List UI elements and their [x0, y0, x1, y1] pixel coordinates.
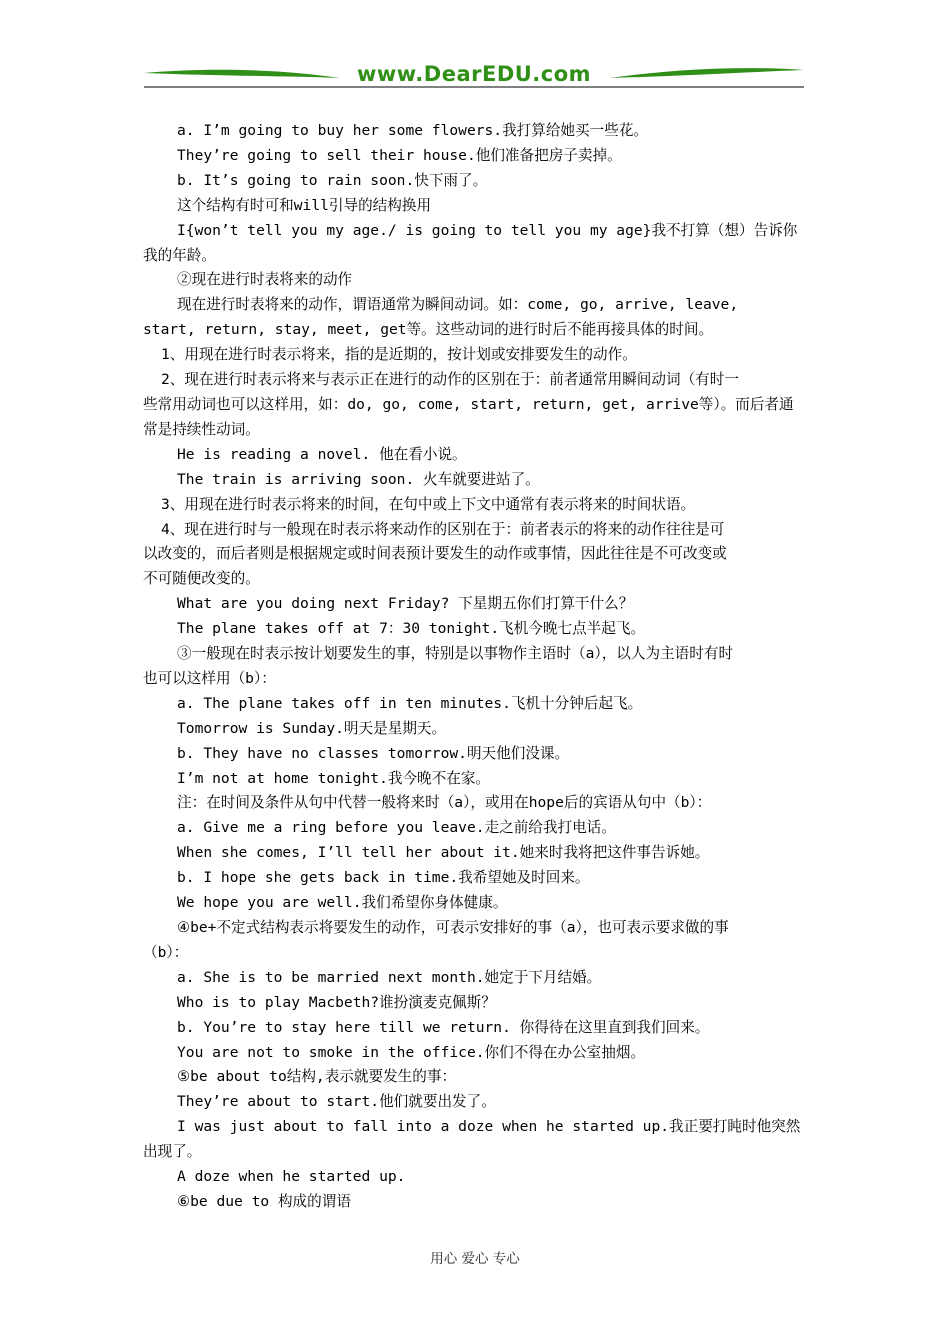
text-line: 些常用动词也可以这样用，如：do, go, come, start, return, get, arrive等）。而后者通 [143, 395, 794, 413]
site-header-banner [140, 60, 808, 94]
site-logo-text: www.DearEDU.com [356, 62, 592, 86]
text-line: 注：在时间及条件从句中代替一般将来时（a），或用在hope后的宾语从句中（b）： [177, 794, 712, 812]
text-line: a. Give me a ring before you leave.走之前给我打电话。 [177, 819, 616, 837]
text-line: 3、用现在进行时表示将来的时间，在句中或上下文中通常有表示将来的时间状语。 [161, 495, 696, 513]
text-line: 4、现在进行时与一般现在时表示将来动作的区别在于：前者表示的将来的动作往往是可 [161, 520, 725, 538]
text-line: 也可以这样用（b）： [143, 669, 276, 687]
text-line: ③一般现在时表示按计划要发生的事，特别是以事物作主语时（a），以人为主语时有时 [177, 645, 734, 663]
text-line: b. I hope she gets back in time.我希望她及时回来。 [177, 869, 590, 887]
text-line: We hope you are well.我们希望你身体健康。 [177, 894, 508, 912]
text-line: They’re about to start.他们就要出发了。 [177, 1093, 496, 1111]
text-line: 不可随便改变的。 [143, 570, 260, 588]
text-line: ⑤be about to结构,表示就要发生的事： [177, 1068, 457, 1086]
page-footer: 用心 爱心 专心 [430, 1251, 520, 1267]
text-line: b. They have no classes tomorrow.明天他们没课。 [177, 744, 570, 762]
text-line: 1、用现在进行时表示将来，指的是近期的，按计划或安排要发生的动作。 [161, 346, 637, 364]
text-line: （b）： [143, 943, 189, 961]
text-line: ⑥be due to 构成的谓语 [177, 1192, 351, 1210]
text-line: 出现了。 [143, 1143, 202, 1161]
text-line: a. The plane takes off in ten minutes.飞机十分钟后起飞。 [177, 694, 643, 712]
text-line: What are you doing next Friday? 下星期五你们打算干什么？ [177, 595, 634, 613]
text-line: They’re going to sell their house.他们准备把房子卖掉。 [177, 146, 622, 164]
text-line: 我的年龄。 [143, 246, 216, 264]
text-line: When she comes, I’ll tell her about it.她来时我将把这件事告诉她。 [177, 844, 710, 862]
text-line: Tomorrow is Sunday.明天是星期天。 [177, 719, 447, 737]
text-line: a. I’m going to buy her some flowers.我打算给她买一些花。 [177, 122, 649, 139]
text-line: I{won’t tell you my age./ is going to tell you my age}我不打算（想）告诉你 [177, 221, 798, 239]
text-line: A doze when he started up. [177, 1168, 406, 1186]
text-line: 现在进行时表将来的动作，谓语通常为瞬间动词。如：come, go, arrive, leave, [177, 296, 739, 314]
text-line: Who is to play Macbeth?谁扮演麦克佩斯？ [177, 993, 496, 1011]
text-line: I’m not at home tonight.我今晚不在家。 [177, 769, 491, 787]
text-line: 2、现在进行时表示将来与表示正在进行的动作的区别在于：前者通常用瞬间动词（有时一 [161, 371, 739, 389]
text-line: a. She is to be married next month.她定于下月结婚。 [177, 968, 602, 986]
document-body [143, 119, 809, 1215]
text-line: b. It’s going to rain soon.快下雨了。 [177, 171, 488, 189]
text-line: I was just about to fall into a doze when he started up.我正要打盹时他突然 [177, 1118, 801, 1136]
text-line: b. You’re to stay here till we return. 你得待在这里直到我们回来。 [177, 1018, 710, 1036]
text-line: You are not to smoke in the office.你们不得在办公室抽烟。 [177, 1043, 646, 1061]
text-line: The train is arriving soon. 火车就要进站了。 [177, 470, 540, 488]
text-line: He is reading a novel. 他在看小说。 [177, 445, 467, 463]
text-line: 这个结构有时可和will引导的结构换用 [177, 196, 432, 214]
text-line: 常是持续性动词。 [143, 420, 260, 438]
text-line: The plane takes off at 7：30 tonight.飞机今晚七点半起飞。 [177, 620, 646, 638]
text-line: ②现在进行时表将来的动作 [177, 271, 353, 289]
text-line: ④be+不定式结构表示将要发生的动作，可表示安排好的事（a），也可表示要求做的事 [177, 919, 729, 936]
text-line: 以改变的，而后者则是根据规定或时间表预计要发生的动作或事情，因此往往是不可改变或 [143, 545, 727, 563]
text-line: start, return, stay, meet, get等。这些动词的进行时后不能再接具体的时间。 [143, 321, 714, 339]
